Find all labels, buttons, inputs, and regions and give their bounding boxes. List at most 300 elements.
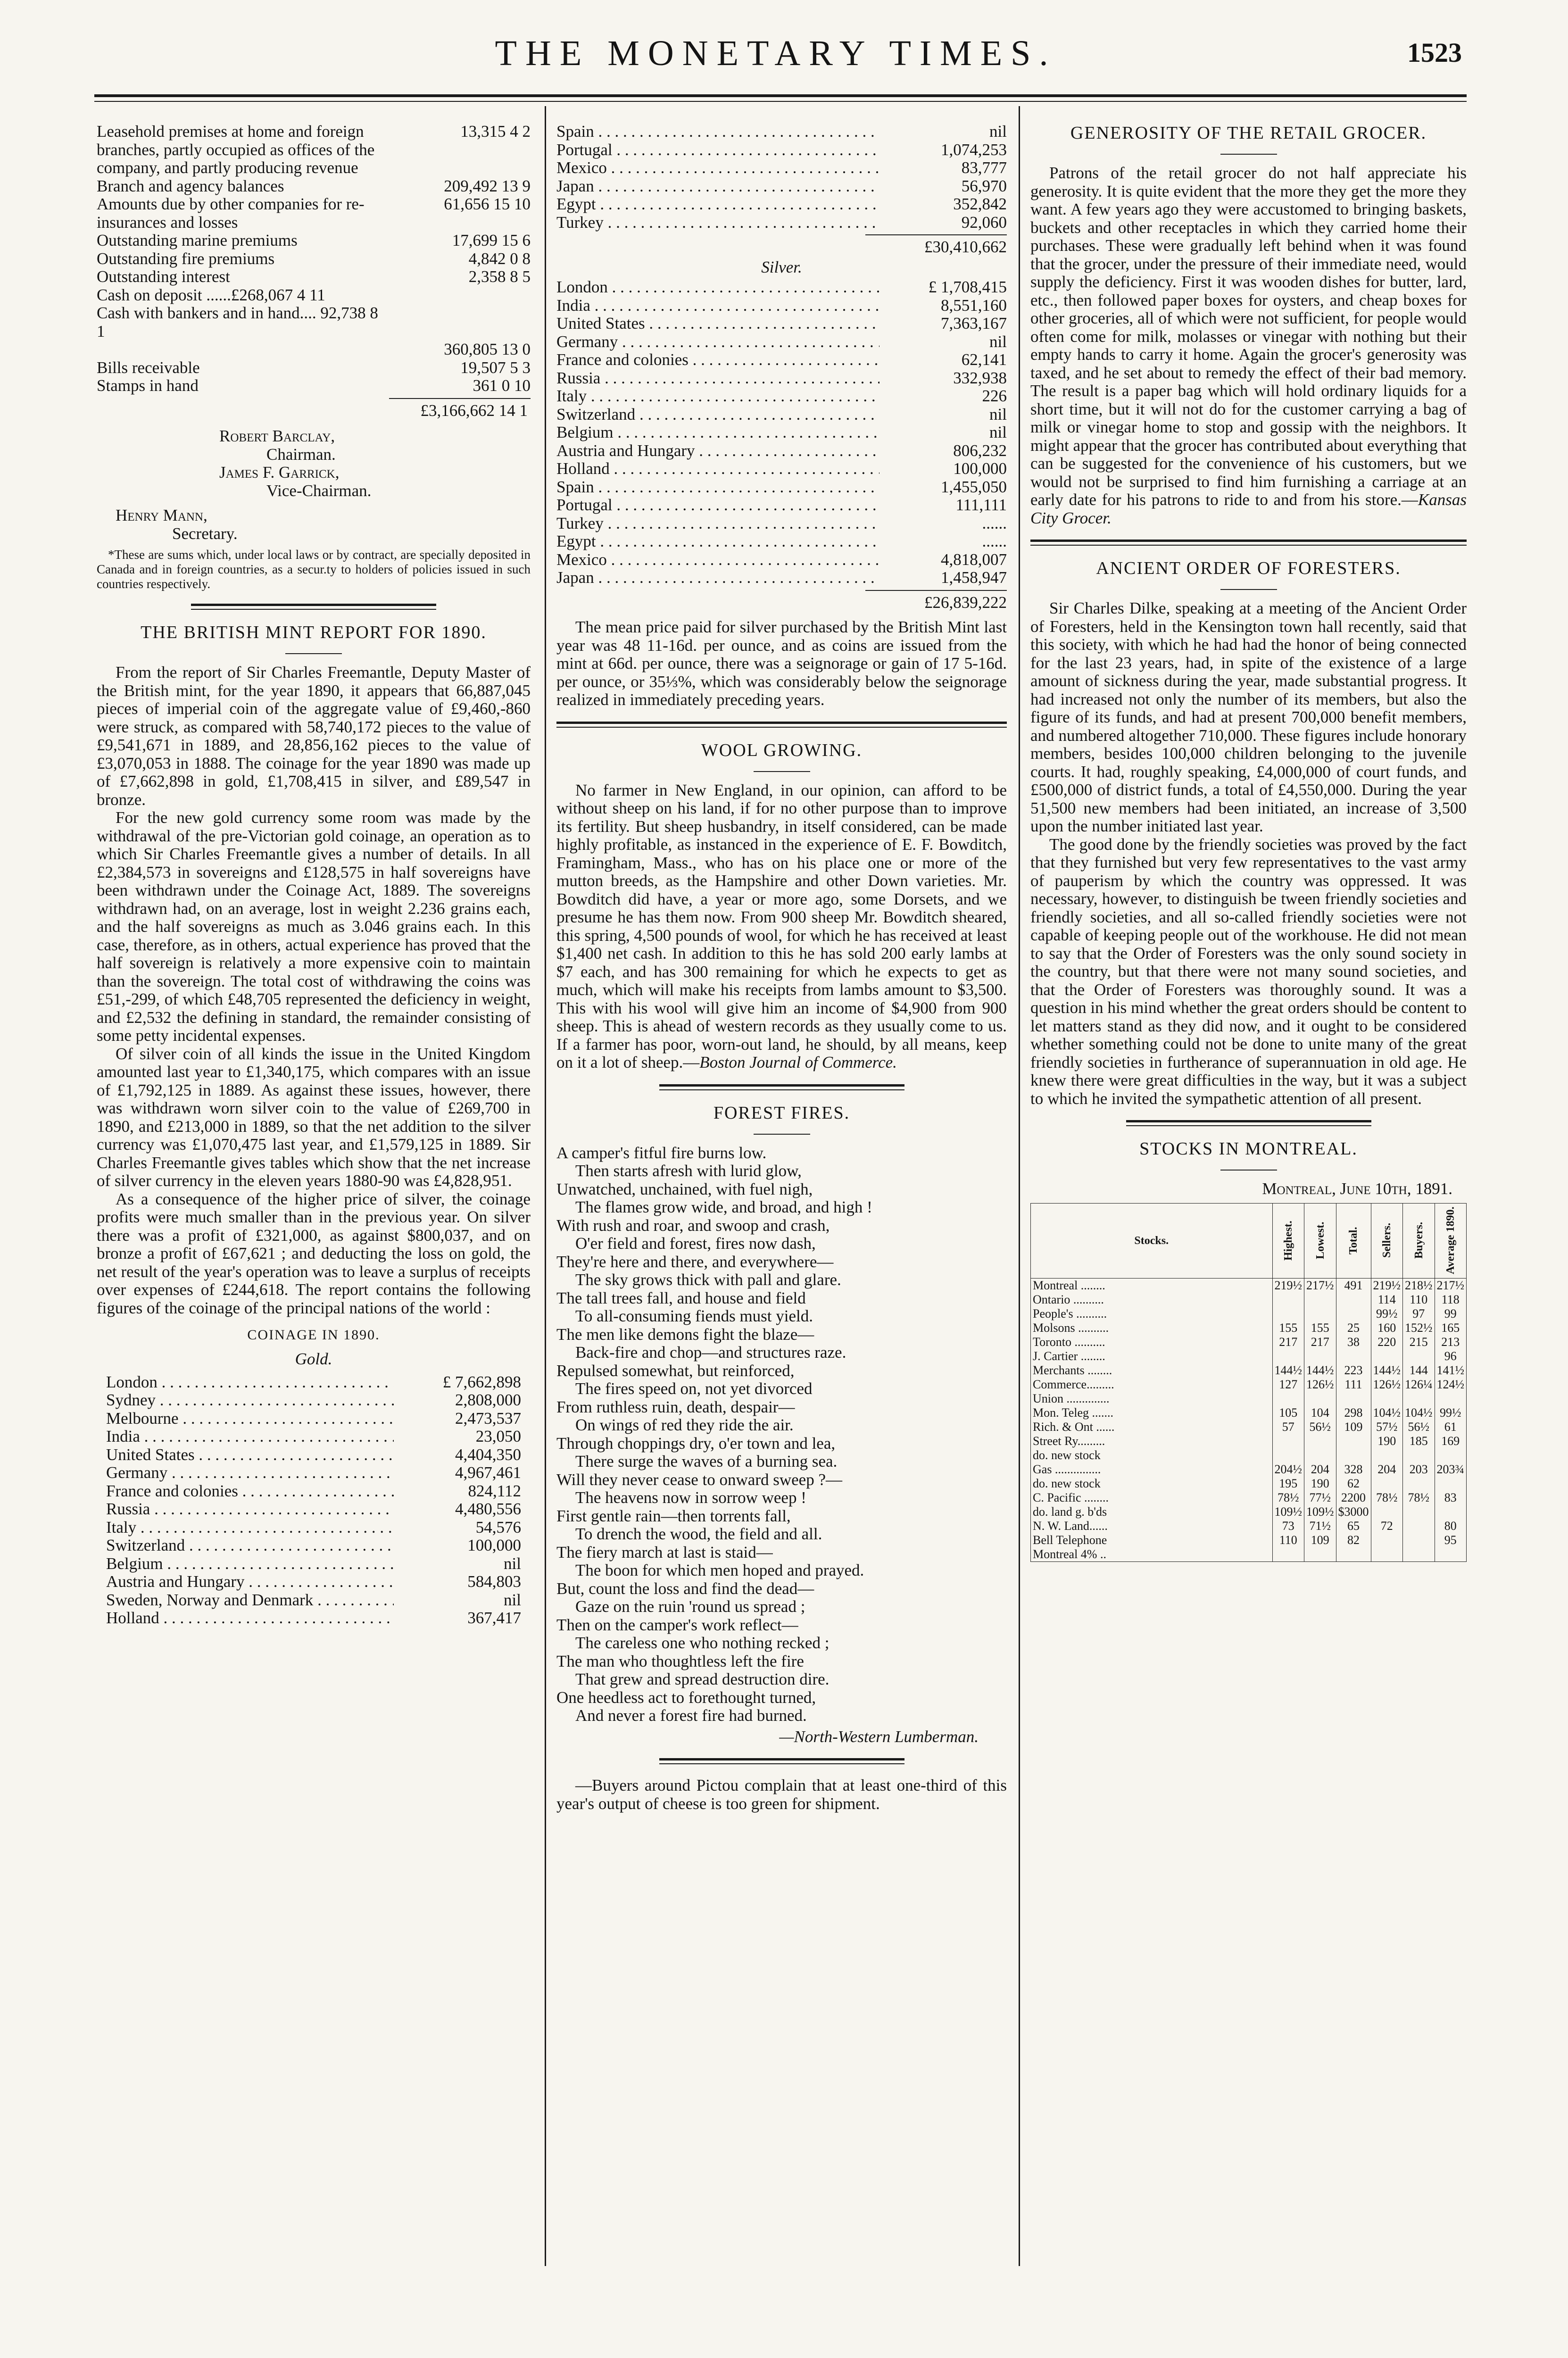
foresters-paragraph: The good done by the friendly societies was proved by the fact that they furnished but very few representatives to the vast army of pauperism by which the country was oppressed. It was necessary, however, to distinguish be tween friendly societies and friendly societies, and all so-called friendly societies were not capable of keeping people out of the workhouse. He did not mean to say that the Order of Foresters was the only sound society in the country, but that there were not many sound societies, and that the Order of Foresters was thoroughly sound. It was a question in his mind whether the great orders should be content to let matters stand as they did now, and it ought to be considered whether something could not be done to unite many of the great friendly societies in furtherance of superannuation in old age. He knew there were great difficulties in the way, but it was a subject to which he invited the sympathetic attention of all present.	[1030, 835, 1467, 1108]
stock-value	[1336, 1293, 1371, 1307]
stock-row	[1031, 1477, 1467, 1491]
stock-value: 25	[1336, 1321, 1371, 1335]
stock-value: 104½	[1403, 1406, 1435, 1420]
gold-row-value: 2,473,537	[455, 1409, 521, 1428]
stock-row	[1031, 1547, 1467, 1562]
section-separator	[659, 1758, 904, 1764]
stock-value	[1272, 1307, 1304, 1321]
poem-line: That grew and spread destruction dire.	[575, 1670, 830, 1688]
silver-row	[556, 406, 1007, 424]
poem-line: The men like demons fight the blaze—	[556, 1325, 814, 1344]
gold-row-value: 83,777	[961, 158, 1007, 177]
stock-row	[1031, 1335, 1467, 1349]
gold-row	[106, 1482, 521, 1501]
stock-value: 203¾	[1435, 1462, 1467, 1477]
balance-row-value: 13,315 4 2	[460, 123, 531, 141]
silver-row-value: 4,818,007	[941, 550, 1007, 569]
silver-row	[556, 515, 1007, 533]
balance-row	[97, 340, 531, 359]
silver-row	[556, 423, 1007, 442]
poem-line: Then starts afresh with lurid glow,	[575, 1162, 802, 1180]
balance-row-label: Bills receivable	[97, 358, 200, 377]
gold-row	[106, 1591, 521, 1610]
stock-name: Molsons ..........	[1031, 1321, 1273, 1335]
signatory-role: Chairman.	[266, 445, 336, 464]
gold-row-label: Spain . . .	[556, 123, 879, 141]
foresters-paragraph: Sir Charles Dilke, speaking at a meeting of the Ancient Order of Foresters, held in the Kensington town hall recently, said that this society, with which he had had the honor of being connected for the last 23 years, had, in spite of the existence of a large amount of sickness during the year, made substantial progress. It had increased not only the number of its members, but also the figure of its funds, and had at present 700,000 benefit members, and numbered altogether 710,000. These figures include honorary members, besides 100,000 children belonging to the juvenile courts. It had, roughly speaking, £4,000,000 of court funds, and £500,000 of district funds, a total of £4,550,000. During the year 51,500 new members had been initiated, an increase of 3,500 upon the number initiated last year.	[1030, 599, 1467, 835]
section-separator	[191, 604, 436, 610]
balance-row	[97, 377, 531, 395]
silver-row-label: Switzerland . . .	[556, 406, 879, 424]
gold-row	[106, 1609, 521, 1627]
page-number: 1523	[1407, 37, 1462, 68]
stock-name: do. new stock	[1031, 1477, 1273, 1491]
balance-row-value: 61,656 15 10	[444, 195, 531, 213]
silver-row-value: 1,458,947	[941, 568, 1007, 587]
gold-row-label: France and colonies . . .	[106, 1482, 394, 1501]
gold-row	[106, 1555, 521, 1573]
stock-value	[1304, 1307, 1336, 1321]
stock-value: 203	[1403, 1462, 1435, 1477]
stock-value	[1371, 1392, 1403, 1406]
balance-sheet	[97, 123, 531, 395]
balance-row	[97, 177, 531, 196]
balance-row-label: Cash with bankers and in hand.... 92,738 8 1	[97, 304, 378, 340]
stock-value: 104½	[1371, 1406, 1403, 1420]
stock-value: 328	[1336, 1462, 1371, 1477]
stock-value: 104	[1304, 1406, 1336, 1420]
balance-row	[97, 250, 531, 268]
short-rule	[754, 771, 810, 772]
gold-row-value: 92,060	[961, 213, 1007, 232]
short-rule	[1220, 1170, 1277, 1171]
gold-heading: Gold.	[295, 1350, 332, 1368]
stock-row	[1031, 1505, 1467, 1519]
gold-row	[106, 1373, 521, 1392]
stock-value: 298	[1336, 1406, 1371, 1420]
silver-heading: Silver.	[761, 257, 802, 276]
gold-row	[556, 177, 1007, 196]
balance-total: £3,166,662 14 1	[420, 401, 528, 420]
stock-value: 109½	[1272, 1505, 1304, 1519]
silver-row	[556, 478, 1007, 497]
silver-total: £26,839,222	[924, 593, 1007, 612]
silver-row-value: nil	[989, 423, 1007, 441]
stock-name: J. Cartier ........	[1031, 1349, 1273, 1363]
wool-paragraph: No farmer in New England, in our opinion, can afford to be without sheep on his land, if for no other purpose than to improve its fertility. But sheep husbandry, in itself considered, can be made highly profitable, as instanced in the experience of E. F. Bowditch, Framingham, Mass., who has on his place one or more of the mutton breeds, as the Hampshire and other Down varieties. Mr. Bowditch did have, a year or more ago, some Dorsets, and we presume he has them now. From 900 sheep Mr. Bowditch sheared, this spring, 4,500 pounds of wool, for which he has received at least $1,400 net cash. In addition to this he has sold 200 early lambs at $7 each, and has 300 remaining for which he expects to get as much, which will make his receipts from lambs amount to $3,500. This with his wool will give him an income of $4,900 from 900 sheep. This is ahead of western records as they usually come to us. If a farmer has poor, worn-out land, he should, by all means, keep on it a lot of sheep.—Boston Journal of Commerce.	[556, 780, 1007, 1071]
stock-value	[1371, 1448, 1403, 1462]
gold-row-label: Belgium . . .	[106, 1555, 394, 1573]
stock-value: 223	[1336, 1363, 1371, 1378]
stock-name: Toronto ..........	[1031, 1335, 1273, 1349]
stock-name: Rich. & Ont ......	[1031, 1420, 1273, 1434]
silver-row-label: United States . . .	[556, 315, 879, 333]
balance-row	[97, 268, 531, 286]
masthead-rule	[94, 94, 1467, 97]
poem-line: The man who thoughtless left the fire	[556, 1652, 804, 1670]
stock-value	[1435, 1505, 1467, 1519]
gold-row-label: Mexico . . .	[556, 159, 879, 177]
stocks-body	[1031, 1278, 1467, 1561]
stock-value: 78½	[1371, 1491, 1403, 1505]
silver-row	[556, 351, 1007, 369]
gold-row-value: 4,480,556	[455, 1500, 521, 1518]
stock-value: 126¼	[1403, 1378, 1435, 1392]
silver-row-value: 111,111	[955, 496, 1007, 514]
stock-value: 109	[1336, 1420, 1371, 1434]
balance-row-value: 19,507 5 3	[460, 358, 531, 377]
silver-row	[556, 569, 1007, 587]
stock-name: Union ..............	[1031, 1392, 1273, 1406]
gold-row-value: 4,404,350	[455, 1445, 521, 1464]
stocks-column-header: Lowest.	[1304, 1203, 1336, 1278]
stock-value	[1371, 1477, 1403, 1491]
stock-value	[1272, 1293, 1304, 1307]
silver-row-label: Belgium . . .	[556, 423, 879, 442]
section-title-foresters: ANCIENT ORDER OF FORESTERS.	[1096, 558, 1401, 578]
stock-row	[1031, 1420, 1467, 1434]
gold-row-value: nil	[989, 123, 1007, 141]
stock-value	[1435, 1477, 1467, 1491]
silver-row-value: 226	[982, 387, 1007, 405]
gold-row-label: Austria and Hungary . . .	[106, 1573, 394, 1591]
gold-row	[106, 1410, 521, 1428]
stock-value: 144½	[1272, 1363, 1304, 1378]
poem-line: The flames grow wide, and broad, and high !	[575, 1198, 872, 1216]
stocks-column-header: Sellers.	[1371, 1203, 1403, 1278]
section-title-stocks: STOCKS IN MONTREAL.	[1139, 1139, 1358, 1159]
stock-value: 62	[1336, 1477, 1371, 1491]
short-rule	[1220, 154, 1277, 155]
balance-row	[97, 286, 531, 305]
signatory-name: Robert Barclay,	[219, 427, 335, 445]
stock-name: People's ..........	[1031, 1307, 1273, 1321]
silver-row	[556, 496, 1007, 515]
stock-value: 57½	[1371, 1420, 1403, 1434]
silver-row	[556, 278, 1007, 297]
gold-row-value: 4,967,461	[455, 1463, 521, 1482]
silver-row-label: Austria and Hungary . . .	[556, 442, 879, 460]
balance-row-label: Outstanding fire premiums	[97, 249, 275, 268]
stock-value: 72	[1371, 1519, 1403, 1533]
gold-row-value: £ 7,662,898	[442, 1372, 521, 1391]
gold-row-label: Sweden, Norway and Denmark . . .	[106, 1591, 394, 1610]
sum-rule	[865, 590, 1007, 591]
stock-value: 144½	[1371, 1363, 1403, 1378]
wool-attribution: Boston Journal of Commerce.	[699, 1053, 897, 1071]
stock-value: 82	[1336, 1533, 1371, 1547]
footnote: *These are sums which, under local laws or by contract, are specially deposited in Canada and in foreign countries, as a secur.ty to holders of policies issued in such countries respectively.	[97, 548, 531, 591]
gold-row	[106, 1519, 521, 1537]
silver-row-value: nil	[989, 332, 1007, 351]
poem-line: Through choppings dry, o'er town and lea,	[556, 1434, 836, 1453]
stock-row	[1031, 1491, 1467, 1505]
cheese-paragraph: —Buyers around Pictou complain that at least one-third of this year's output of cheese is too green for shipment.	[556, 1776, 1007, 1813]
stocks-column-header: Average 1890.	[1435, 1203, 1467, 1278]
gold-row-label: Germany . . .	[106, 1464, 394, 1482]
stock-value: 78½	[1403, 1491, 1435, 1505]
gold-row-value: 584,803	[467, 1572, 521, 1591]
stock-value	[1435, 1392, 1467, 1406]
stocks-column-header: Total.	[1336, 1203, 1371, 1278]
signatory-name: Henry Mann,	[116, 506, 207, 524]
sum-rule	[389, 398, 531, 399]
balance-row	[97, 304, 531, 340]
stock-value	[1336, 1547, 1371, 1562]
stock-value: 38	[1336, 1335, 1371, 1349]
silver-row	[556, 315, 1007, 333]
gold-row	[106, 1573, 521, 1591]
stock-value: 80	[1435, 1519, 1467, 1533]
stock-value: 127	[1272, 1378, 1304, 1392]
gold-row-label: Japan . . .	[556, 177, 879, 196]
silver-row-label: Turkey . . .	[556, 515, 879, 533]
stock-row	[1031, 1533, 1467, 1547]
stock-name: Montreal 4% ..	[1031, 1547, 1273, 1562]
balance-row-value: 360,805 13 0	[444, 340, 531, 358]
silver-row-label: Portugal . . .	[556, 496, 879, 515]
poem-line: The sky grows thick with pall and glare.	[575, 1270, 841, 1289]
poem-line: On wings of red they ride the air.	[575, 1416, 794, 1434]
gold-row-label: Portugal . . .	[556, 141, 879, 159]
gold-row	[106, 1536, 521, 1555]
short-rule	[754, 1134, 810, 1135]
stock-value	[1403, 1519, 1435, 1533]
stock-row	[1031, 1363, 1467, 1378]
stock-value	[1336, 1307, 1371, 1321]
poem-line: Back-fire and chop—and structures raze.	[575, 1343, 846, 1362]
gold-row-value: nil	[504, 1590, 521, 1609]
stock-value	[1272, 1349, 1304, 1363]
gold-row-label: United States . . .	[106, 1446, 394, 1464]
poem-line: First gentle rain—then torrents fall,	[556, 1506, 791, 1525]
balance-row-value: 209,492 13 9	[444, 176, 531, 195]
stock-value: 111	[1336, 1378, 1371, 1392]
poem-line: One heedless act to forethought turned,	[556, 1688, 816, 1707]
stock-value: 152½	[1403, 1321, 1435, 1335]
section-title-wool: WOOL GROWING.	[701, 740, 863, 760]
stocks-table	[1030, 1203, 1467, 1562]
stock-name: Gas ...............	[1031, 1462, 1273, 1477]
stock-value: 190	[1371, 1434, 1403, 1448]
gold-row	[106, 1500, 521, 1519]
stock-row	[1031, 1278, 1467, 1293]
stock-value: 155	[1272, 1321, 1304, 1335]
poem-attribution: —North-Western Lumberman.	[779, 1727, 979, 1746]
silver-row-label: Germany . . .	[556, 333, 879, 351]
stocks-dateline: Montreal, June 10th, 1891.	[1262, 1179, 1452, 1198]
stock-value: 124½	[1435, 1378, 1467, 1392]
poem-line: Gaze on the ruin 'round us spread ;	[575, 1597, 805, 1616]
stock-value	[1272, 1392, 1304, 1406]
coinage-heading: COINAGE IN 1890.	[247, 1327, 380, 1343]
masthead-rule-thin	[94, 101, 1467, 102]
column-2	[556, 123, 1007, 2273]
sum-rule	[865, 234, 1007, 235]
silver-row-label: Spain . . .	[556, 478, 879, 497]
gold-row-value: 56,970	[961, 176, 1007, 195]
poem-line: They're here and there, and everywhere—	[556, 1252, 834, 1271]
poem-line: And never a forest fire had burned.	[575, 1706, 807, 1725]
gold-row-label: India . . .	[106, 1428, 394, 1446]
stock-value	[1371, 1547, 1403, 1562]
balance-row-value: 2,358 8 5	[468, 267, 531, 286]
stock-value	[1272, 1547, 1304, 1562]
gold-row-value: 824,112	[468, 1481, 521, 1500]
stock-value	[1403, 1547, 1435, 1562]
section-separator	[1030, 540, 1467, 546]
stock-value: 126½	[1371, 1378, 1403, 1392]
stock-value	[1403, 1349, 1435, 1363]
stock-value	[1336, 1434, 1371, 1448]
balance-row-label: Branch and agency balances	[97, 177, 284, 195]
mint-paragraph: From the report of Sir Charles Freemantle, Deputy Master of the British mint, for the year 1890, it appears that 66,887,045 pieces of imperial coin of the aggregate value of £9,460,-860 were struck, as compared with 58,740,172 pieces to the value of £9,541,671 in 1889, and 28,856,162 pieces to the value of £3,070,053 in 1888. The coinage for the year 1890 was made up of £7,662,898 in gold, £1,708,415 in silver, and £89,547 in bronze.	[97, 663, 531, 809]
stock-value: 491	[1336, 1278, 1371, 1293]
gold-row-label: Russia . . .	[106, 1500, 394, 1519]
gold-row	[106, 1464, 521, 1482]
stock-row	[1031, 1406, 1467, 1420]
signatory-role: Vice-Chairman.	[266, 481, 372, 500]
column-divider	[1019, 106, 1020, 2266]
section-title-fires: FOREST FIRES.	[713, 1103, 850, 1123]
stock-value: 65	[1336, 1519, 1371, 1533]
stock-value: 56½	[1403, 1420, 1435, 1434]
poem-line: With rush and roar, and swoop and crash,	[556, 1216, 830, 1235]
stock-row	[1031, 1462, 1467, 1477]
stock-value: 83	[1435, 1491, 1467, 1505]
stock-value	[1336, 1392, 1371, 1406]
gold-row	[106, 1446, 521, 1464]
gold-row-label: Switzerland . . .	[106, 1536, 394, 1555]
silver-row-value: 7,363,167	[941, 314, 1007, 332]
section-separator	[659, 1084, 904, 1090]
gold-row-label: London . . .	[106, 1373, 394, 1392]
silver-row	[556, 333, 1007, 351]
stock-value	[1272, 1434, 1304, 1448]
gold-row-value: 100,000	[467, 1536, 521, 1554]
stock-value: 109½	[1304, 1505, 1336, 1519]
gold-row-label: Italy . . .	[106, 1519, 394, 1537]
gold-row-label: Holland . . .	[106, 1609, 394, 1627]
stock-value	[1435, 1448, 1467, 1462]
stock-row	[1031, 1392, 1467, 1406]
stock-value: 204	[1304, 1462, 1336, 1477]
stock-value	[1371, 1349, 1403, 1363]
stock-row	[1031, 1307, 1467, 1321]
gold-total: £30,410,662	[924, 238, 1007, 256]
stock-value	[1272, 1448, 1304, 1462]
stock-value: 99	[1435, 1307, 1467, 1321]
section-separator	[1126, 1120, 1371, 1126]
stock-name: C. Pacific ........	[1031, 1491, 1273, 1505]
gold-row-value: 54,576	[475, 1518, 521, 1536]
silver-row-label: Holland . . .	[556, 460, 879, 478]
gold-row	[556, 159, 1007, 177]
silver-row	[556, 297, 1007, 315]
stock-value: 118	[1435, 1293, 1467, 1307]
gold-row-label: Sydney . . .	[106, 1391, 394, 1410]
balance-row-label: Amounts due by other companies for re-insurances and losses	[97, 195, 365, 232]
stock-value: $3000	[1336, 1505, 1371, 1519]
stock-name: Mon. Teleg .......	[1031, 1406, 1273, 1420]
stock-row	[1031, 1434, 1467, 1448]
poem-line: Then on the camper's work reflect—	[556, 1615, 798, 1634]
stock-value: 190	[1304, 1477, 1336, 1491]
stock-value	[1403, 1448, 1435, 1462]
stock-value: 78½	[1272, 1491, 1304, 1505]
silver-row-value: nil	[989, 405, 1007, 423]
stocks-header-row	[1031, 1203, 1467, 1278]
stock-value	[1403, 1392, 1435, 1406]
silver-row-value: £ 1,708,415	[928, 278, 1007, 296]
balance-row	[97, 232, 531, 250]
silver-row	[556, 442, 1007, 460]
section-separator	[556, 722, 1007, 728]
balance-row-value: 361 0 10	[473, 376, 531, 395]
poem-line: To drench the wood, the field and all.	[575, 1525, 822, 1543]
stock-value	[1304, 1448, 1336, 1462]
silver-row-label: Japan . . .	[556, 569, 879, 587]
stock-name: N. W. Land......	[1031, 1519, 1273, 1533]
masthead	[90, 33, 1462, 85]
stock-value: 213	[1435, 1335, 1467, 1349]
poem-line: Unwatched, unchained, with fuel nigh,	[556, 1179, 813, 1198]
publication-title: THE MONETARY TIMES.	[495, 33, 1057, 73]
gold-row-value: 2,808,000	[455, 1391, 521, 1409]
poem-line: The heavens now in sorrow weep !	[575, 1488, 806, 1507]
poem-line: The careless one who nothing recked ;	[575, 1634, 830, 1652]
stock-value: 99½	[1371, 1307, 1403, 1321]
stocks-column-header: Buyers.	[1403, 1203, 1435, 1278]
mint-paragraph: As a consequence of the higher price of silver, the coinage profits were much smaller than in the previous year. On silver there was a profit of £321,000, as against $800,037, and on bronze a profit of £67,621 ; and deducting the loss on gold, the net result of the year's operation was to leave a surplus of receipts over expenses of £244,618. The report contains the following figures of the coinage of the principal nations of the world :	[97, 1189, 531, 1317]
stock-value	[1336, 1448, 1371, 1462]
stock-value: 217	[1304, 1335, 1336, 1349]
poem-line: Repulsed somewhat, but reinforced,	[556, 1361, 795, 1380]
silver-row-label: Mexico . . .	[556, 551, 879, 569]
column-divider	[545, 106, 546, 2266]
stock-value: 126½	[1304, 1378, 1336, 1392]
stock-value: 61	[1435, 1420, 1467, 1434]
stock-name: do. new stock	[1031, 1448, 1273, 1462]
silver-row-label: Italy . . .	[556, 387, 879, 406]
silver-row-label: Egypt . . .	[556, 532, 879, 551]
stock-value: 219½	[1272, 1278, 1304, 1293]
stock-name: Ontario ..........	[1031, 1293, 1273, 1307]
gold-row-value: 23,050	[475, 1427, 521, 1445]
gold-row-value: 1,074,253	[941, 140, 1007, 159]
silver-row	[556, 387, 1007, 406]
stock-value	[1304, 1349, 1336, 1363]
poem-line: To all-consuming fiends must yield.	[575, 1307, 813, 1325]
balance-row	[97, 195, 531, 232]
stock-name: Commerce.........	[1031, 1378, 1273, 1392]
poem-line: There surge the waves of a burning sea.	[575, 1452, 838, 1470]
silver-paragraph: The mean price paid for silver purchased by the British Mint last year was 48 11-16d. per ounce, and as coins are issued from the mint at 66d. per ounce, there was a seignorage or gain of 17 5-16d. per ounce, or 35⅓%, which was considerably below the seignorage realized in immediately preceding years.	[556, 618, 1007, 709]
gold-row-value: 352,842	[953, 195, 1007, 213]
stock-name: Montreal ........	[1031, 1278, 1273, 1293]
gold-coinage-table-continued	[556, 123, 1007, 232]
stock-value: 204	[1371, 1462, 1403, 1477]
balance-row-label: Leasehold premises at home and foreign branches, partly occupied as offices of the company, and partly producing revenue	[97, 123, 375, 177]
short-rule	[1220, 589, 1277, 590]
stock-value: 217	[1272, 1335, 1304, 1349]
signatory-role: Secretary.	[172, 524, 238, 543]
gold-row-value: 367,417	[467, 1609, 521, 1627]
poem-line: The boon for which men hoped and prayed.	[575, 1561, 864, 1579]
stock-value: 155	[1304, 1321, 1336, 1335]
stock-value: 99½	[1435, 1406, 1467, 1420]
stock-value: 95	[1435, 1533, 1467, 1547]
